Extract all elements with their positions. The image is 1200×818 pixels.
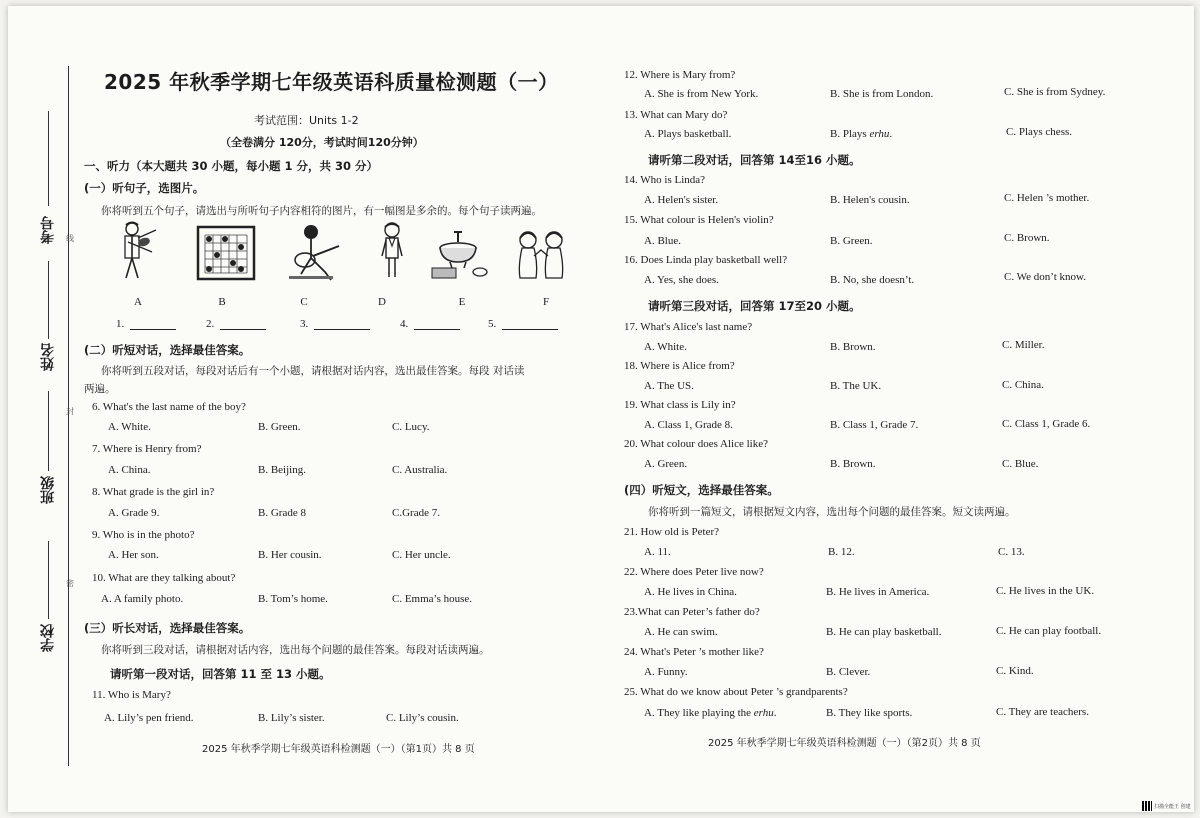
option-b[interactable]: B. Brown. — [830, 341, 876, 353]
option-b[interactable]: B. The UK. — [830, 380, 882, 392]
option-b[interactable]: B. Her cousin. — [258, 549, 322, 561]
option-c[interactable]: C. China. — [1002, 379, 1044, 391]
chessboard-icon — [196, 225, 256, 285]
page-1-footer: 2025 年秋季学期七年级英语科检测题（一）（第1页）共 8 页 — [202, 744, 475, 755]
question-text: 20. What colour does Alice like? — [624, 438, 768, 450]
dialogue-2-heading: 请听第二段对话，回答第 14至16 小题。 — [648, 153, 861, 167]
option-b[interactable]: B. No, she doesn’t. — [830, 274, 915, 286]
option-b[interactable]: B. Clever. — [826, 666, 871, 678]
question-text: 10. What are they talking about? — [92, 572, 236, 584]
option-b[interactable]: B. Helen's cousin. — [830, 194, 910, 206]
option-c[interactable]: C. Kind. — [996, 665, 1034, 677]
picture-letter-c: C — [300, 296, 308, 308]
guitar-player-icon — [283, 222, 343, 282]
seal-mark-secret: 密 — [66, 579, 74, 588]
picture-letter-d: D — [378, 296, 386, 308]
boy-standing-icon — [362, 220, 422, 280]
class-line — [48, 391, 49, 471]
option-c[interactable]: C. Emma’s house. — [392, 593, 473, 605]
option-a[interactable]: A. Plays basketball. — [644, 128, 732, 140]
option-a[interactable]: A. Yes, she does. — [644, 274, 719, 286]
part-4-heading: (四）听短文，选择最佳答案。 — [624, 483, 779, 497]
option-a[interactable]: A. Funny. — [644, 666, 688, 678]
option-a[interactable]: A. China. — [108, 464, 151, 476]
name-label: 姓名 — [40, 343, 56, 371]
option-b[interactable]: B. They like sports. — [826, 707, 913, 719]
option-a[interactable]: A. He can swim. — [644, 626, 718, 638]
violin-player-icon — [108, 220, 168, 280]
exam-scope: 考试范围：Units 1-2 — [254, 114, 359, 127]
question-text: 8. What grade is the girl in? — [92, 486, 215, 498]
option-c[interactable]: C. Australia. — [392, 464, 448, 476]
page-2-footer: 2025 年秋季学期七年级英语科检测题（一）（第2页）共 8 页 — [708, 738, 981, 749]
question-text: 24. What's Peter ’s mother like? — [624, 646, 764, 658]
question-text: 19. What class is Lily in? — [624, 399, 736, 411]
option-b[interactable]: B. Green. — [830, 235, 873, 247]
option-a[interactable]: A. They like playing the erhu. — [644, 707, 777, 719]
exam-sheet — [8, 6, 1194, 812]
page-title: 2025 年秋季学期七年级英语科质量检测题（一） — [104, 70, 559, 94]
question-text: 11. Who is Mary? — [92, 689, 171, 701]
option-a[interactable]: A. Lily’s pen friend. — [104, 712, 194, 724]
question-text: 9. Who is in the photo? — [92, 529, 195, 541]
question-text: 23.What can Peter’s father do? — [624, 606, 760, 618]
question-text: 15. What colour is Helen's violin? — [624, 214, 774, 226]
scanner-watermark: 扫描全能王 创建 — [1154, 804, 1191, 810]
option-a[interactable]: A. The US. — [644, 380, 694, 392]
answer-blank-5[interactable]: 5. — [488, 318, 558, 330]
option-a[interactable]: A. Helen's sister. — [644, 194, 719, 206]
option-c[interactable]: C. Plays chess. — [1006, 126, 1072, 138]
part-2-heading: (二）听短对话，选择最佳答案。 — [84, 343, 251, 357]
option-c[interactable]: C. 13. — [998, 546, 1025, 558]
option-b[interactable]: B. Lily’s sister. — [258, 712, 325, 724]
option-c[interactable]: C. They are teachers. — [996, 706, 1089, 718]
question-text: 16. Does Linda play basketball well? — [624, 254, 788, 266]
two-girls-icon — [512, 226, 572, 286]
option-b[interactable]: B. He lives in America. — [826, 586, 930, 598]
option-c[interactable]: C. Class 1, Grade 6. — [1002, 418, 1091, 430]
class-label: 班级 — [40, 476, 56, 504]
exam-number-line — [48, 111, 49, 206]
option-b[interactable]: B. He can play basketball. — [826, 626, 942, 638]
option-b[interactable]: B. 12. — [828, 546, 855, 558]
option-a[interactable]: A. He lives in China. — [644, 586, 737, 598]
name-line — [48, 261, 49, 339]
option-a[interactable]: A. Her son. — [108, 549, 159, 561]
option-a[interactable]: A. White. — [644, 341, 687, 353]
option-c[interactable]: C. Lily’s cousin. — [386, 712, 459, 724]
seal-mark-line: 线 — [66, 234, 74, 243]
option-b[interactable]: B. Green. — [258, 421, 301, 433]
part-4-instruction: 你将听到一篇短文，请根据短文内容，选出每个问题的最佳答案。短文读两遍。 — [648, 506, 1016, 518]
picture-letter-a: A — [134, 296, 142, 308]
option-b[interactable]: B. Grade 8 — [258, 507, 306, 519]
option-c[interactable]: C. We don’t know. — [1004, 271, 1087, 283]
exam-number-label: 考号 — [40, 216, 56, 244]
option-a[interactable]: A. A family photo. — [101, 593, 184, 605]
school-line — [48, 541, 49, 619]
question-text: 6. What's the last name of the boy? — [92, 401, 246, 413]
part-2-instruction-line1: 你将听到五段对话，每段对话后有一个小题，请根据对话内容，选出最佳答案。每段 对话读 — [101, 365, 525, 377]
option-c[interactable]: C. Lucy. — [392, 421, 430, 433]
qr-code-icon — [1142, 801, 1152, 811]
part-3-heading: (三）听长对话，选择最佳答案。 — [84, 621, 251, 635]
question-text: 12. Where is Mary from? — [624, 69, 736, 81]
option-c[interactable]: C. Blue. — [1002, 458, 1039, 470]
seal-mark-seal: 封 — [66, 407, 74, 416]
option-c[interactable]: C. He can play football. — [996, 625, 1102, 637]
option-a[interactable]: A. She is from New York. — [644, 88, 759, 100]
section-1-heading: 一、听力（本大题共 30 小题，每小题 1 分，共 30 分） — [84, 159, 379, 173]
part-2-instruction-line2: 两遍。 — [84, 383, 116, 395]
option-a[interactable]: A. White. — [108, 421, 151, 433]
option-a[interactable]: A. Blue. — [644, 235, 681, 247]
answer-blank-4[interactable]: 4. — [400, 318, 460, 330]
option-a[interactable]: A. Grade 9. — [108, 507, 160, 519]
option-b[interactable]: B. Class 1, Grade 7. — [830, 419, 919, 431]
option-c[interactable]: C. Helen ’s mother. — [1004, 192, 1090, 204]
question-text: 22. Where does Peter live now? — [624, 566, 764, 578]
option-b[interactable]: B. Plays erhu. — [830, 128, 893, 140]
answer-blank-2[interactable]: 2. — [206, 318, 266, 330]
hotpot-icon — [430, 228, 490, 288]
answer-blank-3[interactable]: 3. — [300, 318, 370, 330]
part-3-instruction: 你将听到三段对话，请根据对话内容，选出每个问题的最佳答案。每段对话读两遍。 — [101, 644, 490, 656]
picture-letter-f: F — [542, 296, 550, 308]
option-a[interactable]: A. Green. — [644, 458, 688, 470]
option-b[interactable]: B. Brown. — [830, 458, 876, 470]
score-time: （全卷满分 120分，考试时间120分钟） — [220, 136, 424, 149]
question-text: 13. What can Mary do? — [624, 109, 728, 121]
option-c[interactable]: C. He lives in the UK. — [996, 585, 1095, 597]
option-a[interactable]: A. 11. — [644, 546, 671, 558]
option-b[interactable]: B. Beijing. — [258, 464, 306, 476]
option-b[interactable]: B. She is from London. — [830, 88, 934, 100]
question-text: 14. Who is Linda? — [624, 174, 706, 186]
picture-letter-e: E — [458, 296, 466, 308]
school-label: 学校 — [40, 624, 56, 652]
question-text: 7. Where is Henry from? — [92, 443, 202, 455]
question-text: 25. What do we know about Peter ’s grandparents? — [624, 686, 848, 698]
question-text: 18. Where is Alice from? — [624, 360, 735, 372]
part-1-instruction: 你将听到五个句子，请选出与所听句子内容相符的图片，有一幅图是多余的。每个句子读两遍。 — [101, 205, 542, 217]
answer-blank-1[interactable]: 1. — [116, 318, 176, 330]
part-1-heading: (一）听句子，选图片。 — [84, 181, 205, 195]
option-c[interactable]: C. She is from Sydney. — [1004, 86, 1106, 98]
option-a[interactable]: A. Class 1, Grade 8. — [644, 419, 733, 431]
option-c[interactable]: C. Brown. — [1004, 232, 1050, 244]
option-c[interactable]: C.Grade 7. — [392, 507, 440, 519]
picture-letter-b: B — [218, 296, 226, 308]
question-text: 17. What's Alice's last name? — [624, 321, 753, 333]
dialogue-3-heading: 请听第三段对话，回答第 17至20 小题。 — [648, 299, 861, 313]
dialogue-1-heading: 请听第一段对话，回答第 11 至 13 小题。 — [110, 667, 331, 681]
option-c[interactable]: C. Miller. — [1002, 339, 1045, 351]
option-b[interactable]: B. Tom’s home. — [258, 593, 328, 605]
question-text: 21. How old is Peter? — [624, 526, 720, 538]
option-c[interactable]: C. Her uncle. — [392, 549, 451, 561]
